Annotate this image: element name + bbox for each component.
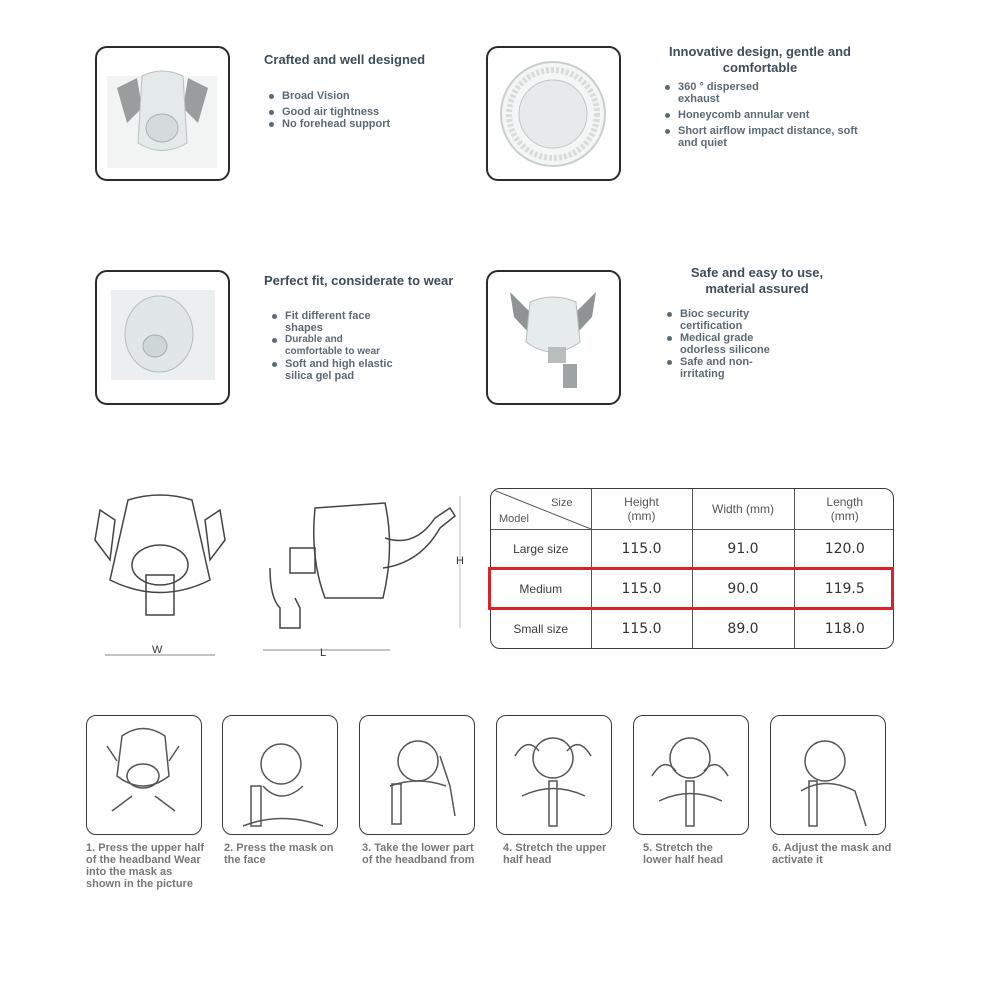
table-row: [491, 609, 894, 648]
feature-bullet: Honeycomb annular vent: [664, 109, 879, 121]
feature-bullet: Durable and comfortable to wear: [271, 334, 395, 358]
step-caption-1: 1. Press the upper half of the headband Wear into the mask as shown in the picture: [86, 842, 204, 890]
corner-size-label: Size: [551, 497, 573, 509]
feature-bullet: Medical grade odorless silicone: [666, 332, 795, 356]
adjust-mask-illustration: [771, 716, 884, 833]
lower-headband-illustration: [360, 716, 473, 833]
mask-inside-illustration: [97, 272, 228, 403]
step-caption-6: 6. Adjust the mask and activate it: [772, 842, 892, 866]
column-header: Width (mm): [692, 489, 794, 530]
medium-row-highlight: [488, 567, 894, 610]
row-label: Small size: [491, 609, 591, 648]
step-caption-5: 5. Stretch the lower half head: [643, 842, 724, 866]
feature-bullet: Safe and non-irritating: [666, 356, 775, 380]
step-image-5: [633, 715, 749, 835]
row-label: Medium: [491, 569, 591, 609]
feature-bullet: Soft and high elastic silica gel pad: [271, 358, 405, 382]
cell-value: 91.0: [692, 530, 794, 570]
feature-image-cushion: [486, 46, 621, 181]
front-view-diagram: [80, 480, 240, 660]
feature-bullet: Broad Vision: [268, 90, 398, 102]
feature-title-1: Crafted and well designed: [264, 52, 426, 67]
step-image-4: [496, 715, 612, 835]
step-image-1: [86, 715, 202, 835]
feature-list-2: [664, 81, 879, 149]
step-image-3: [359, 715, 475, 835]
step-caption-2: 2. Press the mask on the face: [224, 842, 334, 866]
feature-bullet: Fit different face shapes: [271, 310, 395, 334]
feature-image-mask-front: [95, 46, 230, 181]
cell-value: 90.0: [692, 569, 794, 609]
step-image-2: [222, 715, 338, 835]
headband-illustration: [87, 716, 200, 833]
cell-value: 120.0: [794, 530, 894, 570]
table-header-row: [491, 489, 894, 530]
mask-side-illustration: [488, 272, 619, 403]
feature-image-mask-inside: [95, 270, 230, 405]
column-header: Height (mm): [591, 489, 692, 530]
cell-value: 89.0: [692, 609, 794, 648]
mask-front-illustration: [97, 48, 228, 179]
table-row: [491, 530, 894, 570]
feature-bullet: Good air tightness: [268, 106, 398, 118]
feature-bullet: Short airflow impact distance, soft and quiet: [664, 125, 879, 149]
height-label: H: [456, 555, 464, 567]
feature-title-4: Safe and easy to use, material assured: [690, 265, 824, 296]
corner-model-label: Model: [499, 513, 529, 525]
step-caption-4: 4. Stretch the upper half head: [503, 842, 607, 866]
cell-value: 119.5: [794, 569, 894, 609]
feature-bullet: 360 ° dispersed exhaust: [664, 81, 768, 105]
column-header: Length (mm): [794, 489, 894, 530]
row-label: Large size: [491, 530, 591, 570]
cushion-illustration: [488, 48, 619, 179]
step-caption-3: 3. Take the lower part of the headband from: [362, 842, 475, 866]
feature-bullet: Bioc security certification: [666, 308, 775, 332]
step-image-6: [770, 715, 886, 835]
cell-value: 115.0: [591, 530, 692, 570]
feature-title-2: Innovative design, gentle and comfortable: [668, 44, 852, 75]
stretch-lower-illustration: [634, 716, 747, 833]
cell-value: 115.0: [591, 569, 692, 609]
width-label: W: [152, 644, 163, 656]
feature-list-1: [268, 90, 398, 130]
table-corner-cell: [491, 489, 591, 530]
length-label: L: [320, 647, 327, 659]
feature-title-3: Perfect fit, considerate to wear: [264, 273, 454, 288]
feature-image-mask-side: [486, 270, 621, 405]
feature-bullet: No forehead support: [268, 118, 398, 130]
stretch-upper-illustration: [497, 716, 610, 833]
feature-list-3: [271, 310, 401, 382]
cell-value: 118.0: [794, 609, 894, 648]
feature-list-4: [666, 308, 786, 380]
side-view-diagram: [255, 488, 470, 658]
cell-value: 115.0: [591, 609, 692, 648]
press-mask-illustration: [223, 716, 336, 833]
